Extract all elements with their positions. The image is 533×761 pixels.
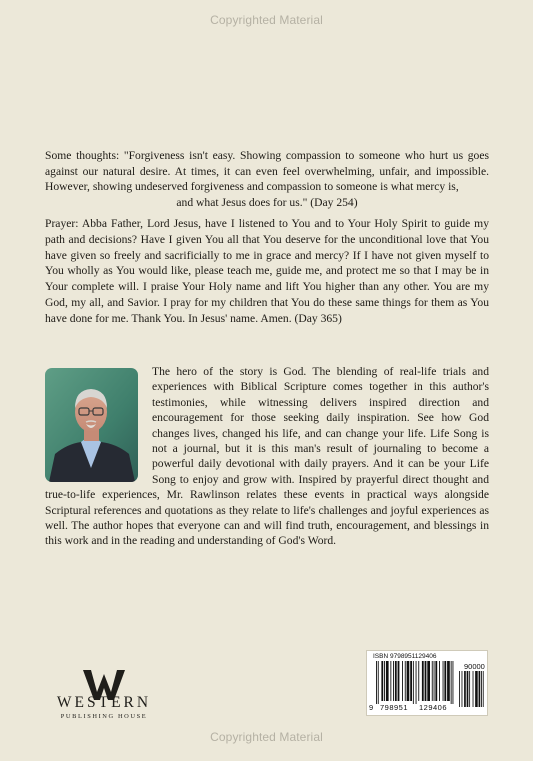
barcode-bar <box>469 671 470 707</box>
barcode-bar <box>378 661 379 704</box>
barcode-bar <box>483 671 484 707</box>
barcode-bar <box>453 661 454 704</box>
publisher-name: WESTERN <box>56 694 152 711</box>
watermark-top: Copyrighted Material <box>210 13 323 27</box>
barcode-bar <box>464 671 466 707</box>
publisher-logo <box>45 668 163 726</box>
barcode-bar <box>473 671 474 707</box>
thoughts-text-last-line: and what Jesus does for us." (Day 254) <box>176 195 358 209</box>
barcode-bar <box>432 661 433 701</box>
barcode-bar <box>393 661 394 701</box>
publisher-subtitle: PUBLISHING HOUSE <box>60 713 148 720</box>
barcode-bar <box>481 671 482 707</box>
barcode-bar <box>416 661 417 704</box>
barcode-bar <box>402 661 403 701</box>
barcode-bar <box>413 661 414 704</box>
barcode-bar <box>384 661 385 701</box>
barcode-digit-lead: 9 <box>369 703 374 712</box>
barcode-bar <box>451 661 452 704</box>
price-code: 90000 <box>464 662 485 671</box>
barcode-bar <box>425 661 427 701</box>
barcode-bar <box>443 661 444 701</box>
barcode-bar <box>427 661 430 701</box>
barcode-bar <box>467 671 469 707</box>
barcode-bar <box>435 661 437 701</box>
barcode-bar <box>459 671 460 707</box>
barcode-bar <box>462 671 463 707</box>
barcode-digit-group-2: 129406 <box>419 703 448 712</box>
barcode-bar <box>410 661 412 701</box>
barcode-bar <box>405 661 406 701</box>
barcode-bar <box>395 661 397 701</box>
isbn-label: ISBN 9798951129406 <box>373 653 437 660</box>
barcode-bar <box>407 661 410 701</box>
barcode-bar <box>444 661 446 701</box>
barcode-bar <box>398 661 400 701</box>
barcode-bar <box>439 661 440 701</box>
barcode-bar <box>418 661 419 701</box>
barcode-bar <box>376 661 377 704</box>
barcode-bar <box>390 661 391 701</box>
thoughts-paragraph <box>45 148 489 210</box>
barcode-bar <box>422 661 424 701</box>
barcode-digits <box>367 703 487 713</box>
photo-spacer <box>45 364 152 486</box>
barcode-digit-group-1: 798951 <box>380 703 409 712</box>
watermark-bottom: Copyrighted Material <box>210 730 323 744</box>
isbn-barcode <box>366 650 488 716</box>
barcode-bar <box>479 671 481 707</box>
barcode-bar <box>434 661 435 701</box>
barcode-bar <box>381 661 383 701</box>
barcode-bar <box>447 661 450 701</box>
author-bio-text: The hero of the story is God. The blending of real-life trials and experiences with Biblical Scripture comes together in this author's testimonies, while witnessing delivers inspired direction and encouragement for those seeking daily inspiration. See how God changes lives, changed his life, and can change your life. Life Song is not a journal, but it is this man's result of journaling to become a powerful daily devotional with daily prayers. And it can be your Life Song to enjoy and grow with. Inspired by prayerful direct thought and true-to-life experiences, Mr. Rawlinson relates these events in practical ways alongside Scriptural references and quotations as they relate to life's challenges and joyful experiences as well. The author hopes that everyone can and will find truth, encouragement, and blessings in this work and in the reading and understanding of God's Word. <box>45 365 489 548</box>
thoughts-text: Some thoughts: "Forgiveness isn't easy. Showing compassion to someone who hurt us goes against our natural desire. At times, it can even feel overwhelming, unfair, and impossible. However, showing undeserved forgiveness and compassion to someone is what mercy is, <box>45 149 489 194</box>
barcode-bar <box>475 671 478 707</box>
author-bio-paragraph <box>45 364 489 549</box>
prayer-paragraph: Prayer: Abba Father, Lord Jesus, have I listened to You and to Your Holy Spirit to guide my path and decisions? Have I given You all that You deserve for the unconditional love that You have given so freely and sacrificially to me in grace and mercy? If I have not given myself to You wholly as You would like, please teach me, guide me, and protect me so that I may be in Your complete will. I praise Your Holy name and lift You higher than any other. You are my God, my all, and Savior. I pray for my children that You do these same things for them as You have done for me. Thank You. In Jesus' name. Amen. (Day 365) <box>45 217 489 325</box>
barcode-bar <box>386 661 389 701</box>
